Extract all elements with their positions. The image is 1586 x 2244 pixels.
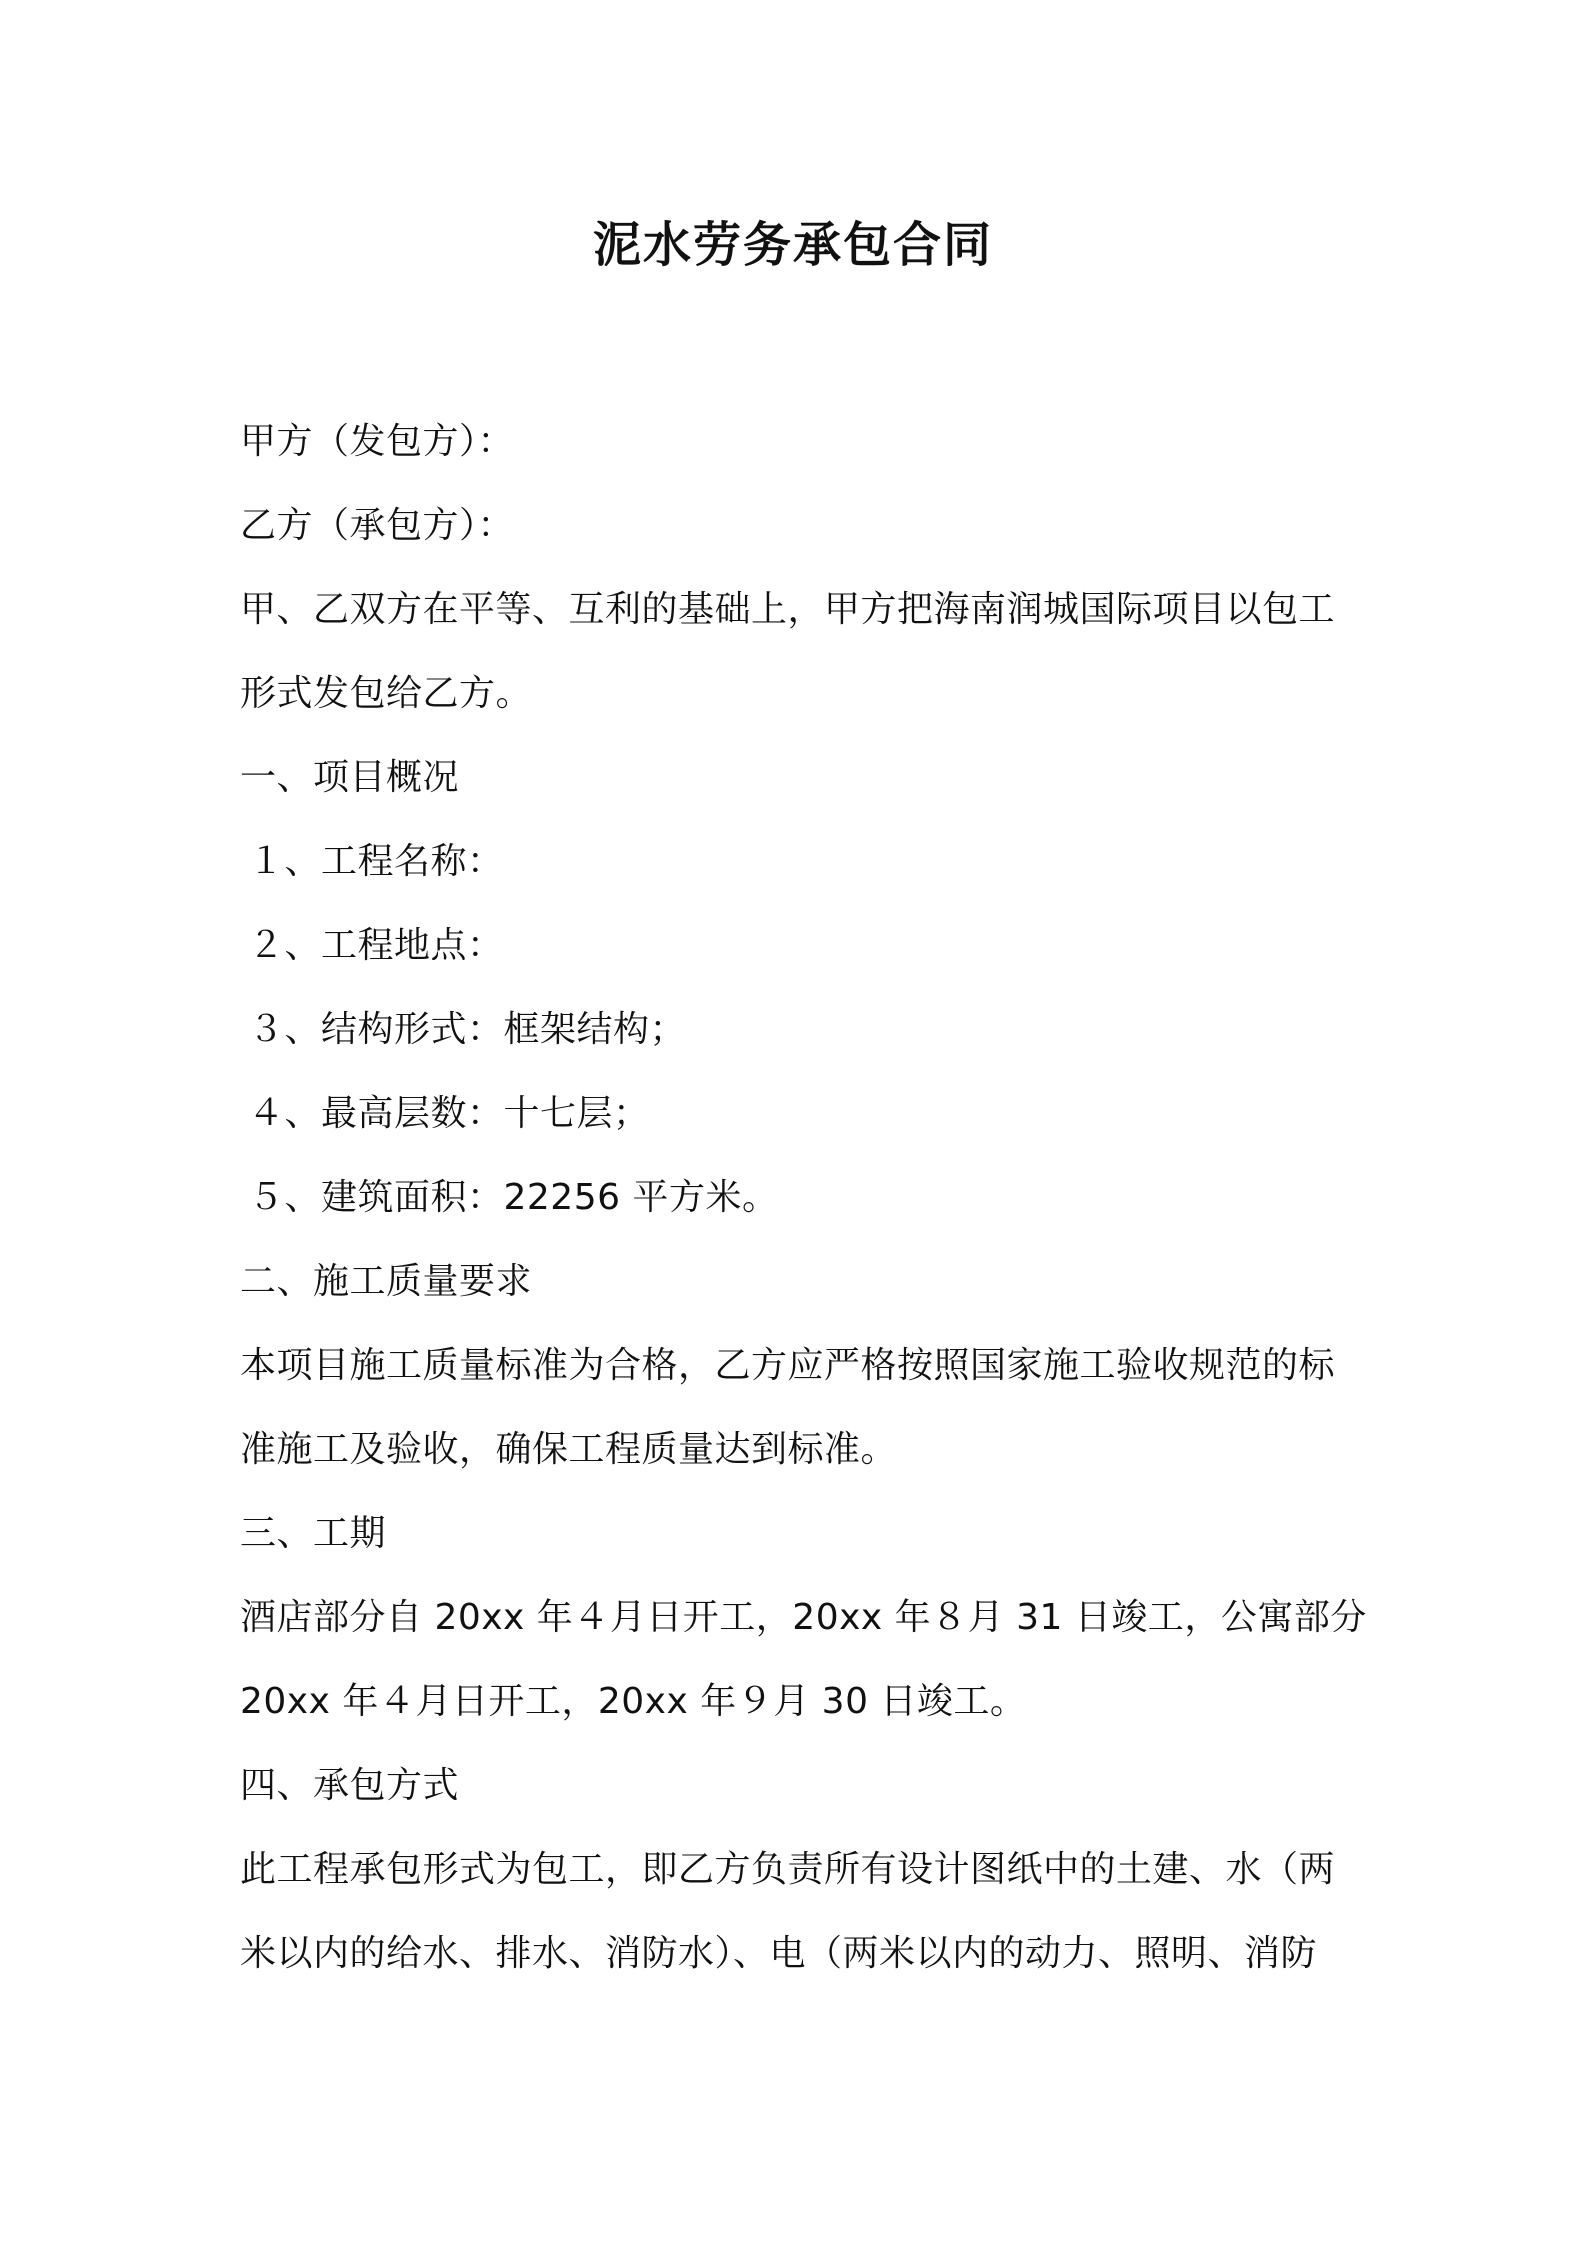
intro-paragraph-line-1: 甲、乙双方在平等、互利的基础上，甲方把海南润城国际项目以包工 [240,589,1336,630]
item-structure-type: ３、结构形式：框架结构； [248,1009,687,1050]
item-max-floors: ４、最高层数：十七层； [248,1093,650,1134]
party-a-line: 甲方（发包方）： [240,421,515,462]
item-building-area: ５、建筑面积：22256 平方米。 [248,1177,779,1218]
method-paragraph-line-2: 米以内的给水、排水、消防水）、电（两米以内的动力、照明、消防 [240,1933,1318,1974]
document-body [240,400,1367,1996]
schedule-paragraph-line-2: 20xx 年４月日开工，20xx 年９月 30 日竣工。 [240,1681,1027,1722]
method-paragraph-line-1: 此工程承包形式为包工，即乙方负责所有设计图纸中的土建、水（两 [240,1849,1336,1890]
quality-paragraph-line-1: 本项目施工质量标准为合格，乙方应严格按照国家施工验收规范的标 [240,1345,1336,1386]
item-project-name: １、工程名称： [248,841,504,882]
party-b-line: 乙方（承包方）： [240,505,515,546]
section-heading-project-overview: 一、项目概况 [240,757,460,798]
intro-paragraph-line-2: 形式发包给乙方。 [240,673,533,714]
schedule-paragraph-line-1: 酒店部分自 20xx 年４月日开工，20xx 年８月 31 日竣工，公寓部分 [240,1597,1367,1638]
document-title: 泥水劳务承包合同 [592,217,993,273]
section-heading-contract-method: 四、承包方式 [240,1765,460,1806]
item-project-location: ２、工程地点： [248,925,504,966]
quality-paragraph-line-2: 准施工及验收，确保工程质量达到标准。 [240,1429,898,1470]
section-heading-schedule: 三、工期 [240,1513,387,1554]
section-heading-quality: 二、施工质量要求 [240,1261,533,1302]
